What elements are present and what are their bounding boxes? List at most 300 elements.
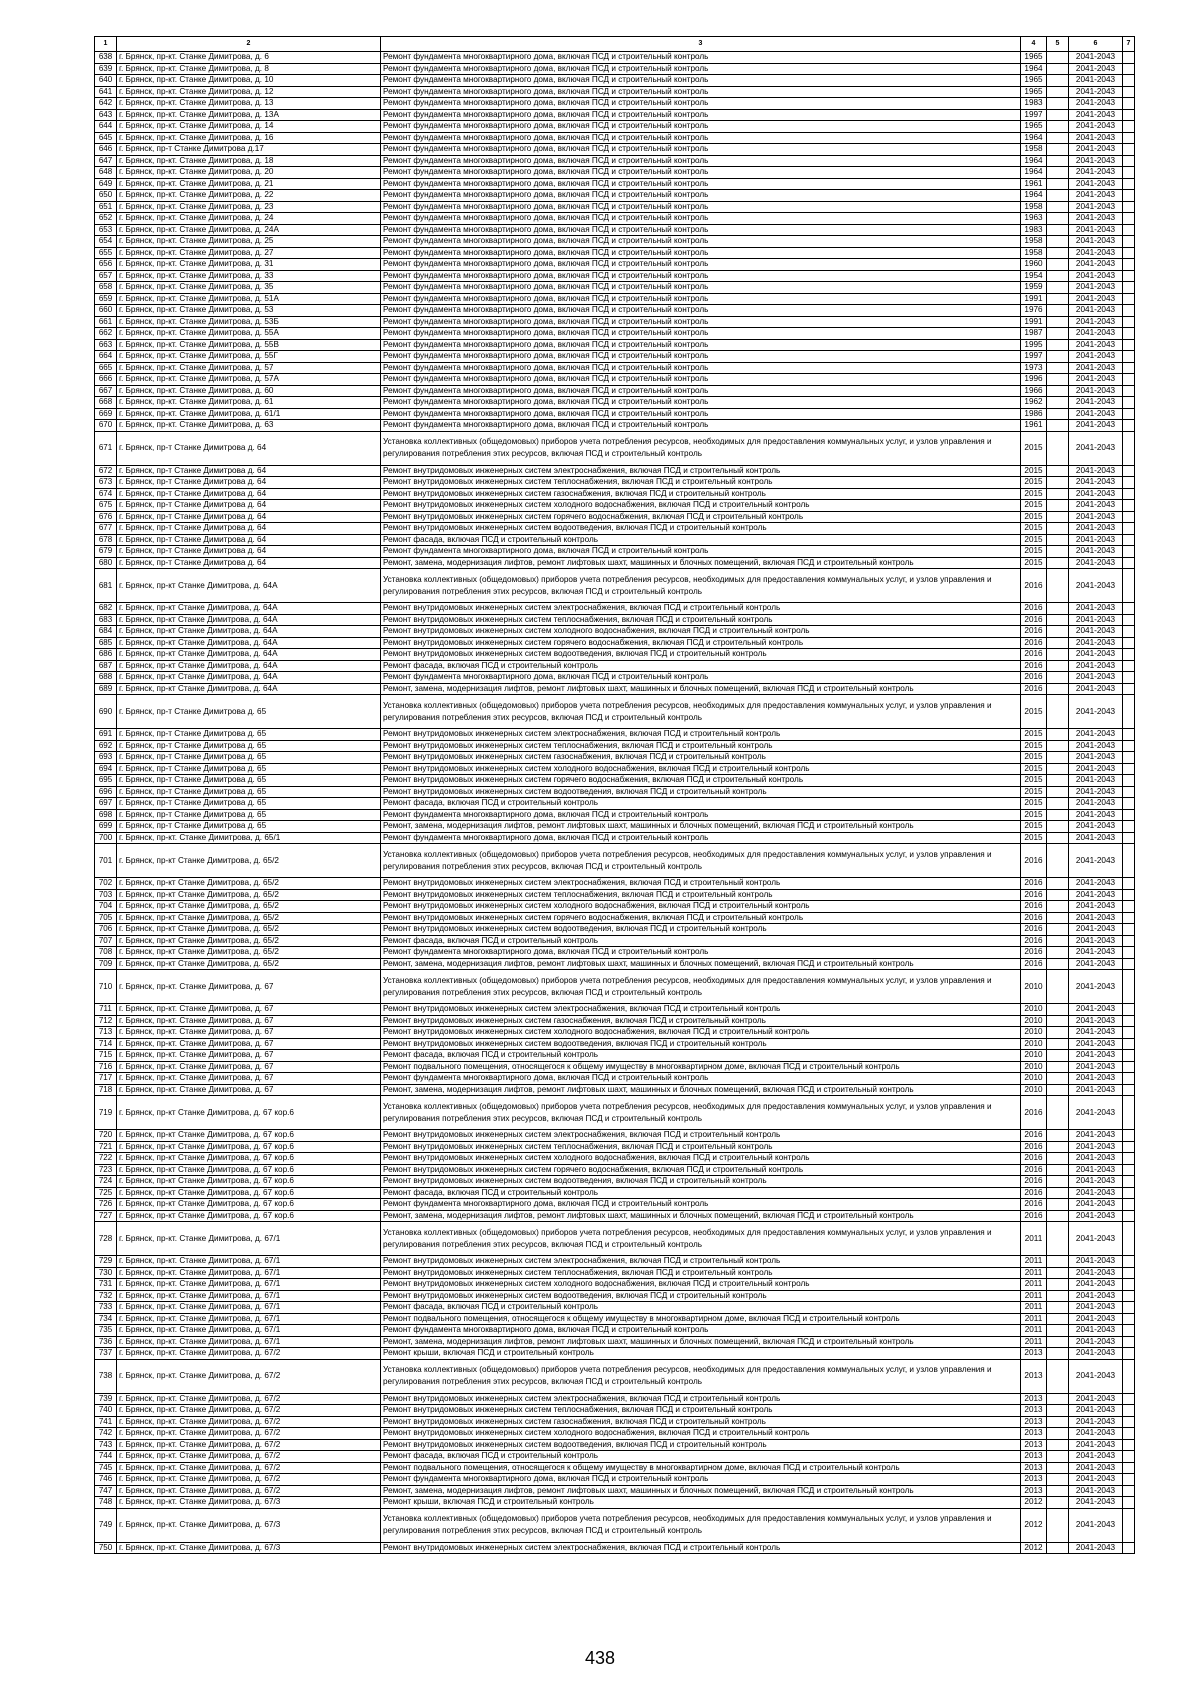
work-type-cell: Ремонт фундамента многоквартирного дома, включая ПСД и строительный контроль — [381, 236, 1021, 248]
address-cell: г. Брянск, пр-кт Станке Димитрова, д. 67 кор.6 — [117, 1176, 381, 1188]
empty-cell — [1123, 52, 1135, 64]
table-row — [95, 328, 1135, 340]
row-number-cell: 683 — [95, 614, 117, 626]
row-number-cell: 700 — [95, 832, 117, 844]
table-row — [95, 1199, 1135, 1211]
table-row — [95, 626, 1135, 638]
year-cell: 2011 — [1021, 1325, 1047, 1337]
table-row — [95, 190, 1135, 202]
row-number-cell: 651 — [95, 201, 117, 213]
table-row — [95, 121, 1135, 133]
row-number-cell: 672 — [95, 465, 117, 477]
row-number-cell: 689 — [95, 683, 117, 695]
address-cell: г. Брянск, пр-кт. Станке Димитрова, д. 67/2 — [117, 1416, 381, 1428]
table-row — [95, 786, 1135, 798]
table-row — [95, 1096, 1135, 1130]
table-row — [95, 1302, 1135, 1314]
table-row — [95, 534, 1135, 546]
empty-cell — [1123, 912, 1135, 924]
row-number-cell: 716 — [95, 1061, 117, 1073]
address-cell: г. Брянск, пр-кт. Станке Димитрова, д. 61 — [117, 397, 381, 409]
work-type-cell: Ремонт, замена, модернизация лифтов, ремонт лифтовых шахт, машинных и блочных помещений, включая ПСД и строительный контроль — [381, 1485, 1021, 1497]
period-cell: 2041-2043 — [1069, 947, 1123, 959]
address-cell: г. Брянск, пр-кт. Станке Димитрова, д. 67/1 — [117, 1256, 381, 1268]
empty-cell — [1123, 1313, 1135, 1325]
address-cell: г. Брянск, пр-кт. Станке Димитрова, д. 67/2 — [117, 1462, 381, 1474]
empty-cell — [1047, 1015, 1069, 1027]
work-type-cell: Ремонт фундамента многоквартирного дома, включая ПСД и строительный контроль — [381, 52, 1021, 64]
row-number-cell: 685 — [95, 637, 117, 649]
table-row — [95, 431, 1135, 465]
period-cell: 2041-2043 — [1069, 534, 1123, 546]
empty-cell — [1047, 201, 1069, 213]
work-type-cell: Ремонт внутридомовых инженерных систем холодного водоснабжения, включая ПСД и строительный контроль — [381, 1279, 1021, 1291]
work-type-cell: Ремонт фундамента многоквартирного дома, включая ПСД и строительный контроль — [381, 316, 1021, 328]
address-cell: г. Брянск, пр-кт. Станке Димитрова, д. 21 — [117, 178, 381, 190]
empty-cell — [1047, 569, 1069, 603]
work-type-cell: Ремонт внутридомовых инженерных систем горячего водоснабжения, включая ПСД и строительный контроль — [381, 1164, 1021, 1176]
empty-cell — [1123, 1061, 1135, 1073]
period-cell: 2041-2043 — [1069, 809, 1123, 821]
work-type-cell: Ремонт внутридомовых инженерных систем холодного водоснабжения, включая ПСД и строительный контроль — [381, 1428, 1021, 1440]
period-cell: 2041-2043 — [1069, 523, 1123, 535]
empty-cell — [1047, 626, 1069, 638]
empty-cell — [1047, 1130, 1069, 1142]
empty-cell — [1123, 1176, 1135, 1188]
period-cell: 2041-2043 — [1069, 603, 1123, 615]
year-cell: 2010 — [1021, 1004, 1047, 1016]
empty-cell — [1047, 397, 1069, 409]
work-type-cell: Ремонт фундамента многоквартирного дома, включая ПСД и строительный контроль — [381, 385, 1021, 397]
empty-cell — [1047, 878, 1069, 890]
year-cell: 1963 — [1021, 213, 1047, 225]
empty-cell — [1123, 1462, 1135, 1474]
year-cell: 1997 — [1021, 351, 1047, 363]
empty-cell — [1123, 236, 1135, 248]
work-type-cell: Ремонт внутридомовых инженерных систем теплоснабжения, включая ПСД и строительный контроль — [381, 477, 1021, 489]
address-cell: г. Брянск, пр-кт. Станке Димитрова, д. 67 — [117, 1015, 381, 1027]
work-type-cell: Ремонт фундамента многоквартирного дома, включая ПСД и строительный контроль — [381, 1325, 1021, 1337]
address-cell: г. Брянск, пр-кт. Станке Димитрова, д. 6 — [117, 52, 381, 64]
empty-cell — [1047, 1267, 1069, 1279]
address-cell: г. Брянск, пр-кт. Станке Димитрова, д. 67/2 — [117, 1393, 381, 1405]
address-cell: г. Брянск, пр-кт. Станке Димитрова, д. 55В — [117, 339, 381, 351]
year-cell: 2015 — [1021, 798, 1047, 810]
year-cell: 2015 — [1021, 500, 1047, 512]
empty-cell — [1047, 1141, 1069, 1153]
year-cell: 1958 — [1021, 236, 1047, 248]
period-cell: 2041-2043 — [1069, 1439, 1123, 1451]
empty-cell — [1123, 775, 1135, 787]
address-cell: г. Брянск, пр-кт. Станке Димитрова, д. 61/1 — [117, 408, 381, 420]
row-number-cell: 656 — [95, 259, 117, 271]
header-cell-2: 2 — [117, 37, 381, 52]
empty-cell — [1123, 374, 1135, 386]
work-type-cell: Ремонт фундамента многоквартирного дома, включая ПСД и строительный контроль — [381, 121, 1021, 133]
period-cell: 2041-2043 — [1069, 75, 1123, 87]
table-row — [95, 1313, 1135, 1325]
period-cell: 2041-2043 — [1069, 1153, 1123, 1165]
address-cell: г. Брянск, пр-кт Станке Димитрова, д. 67 кор.6 — [117, 1187, 381, 1199]
address-cell: г. Брянск, пр-кт. Станке Димитрова, д. 67/3 — [117, 1508, 381, 1542]
year-cell: 2010 — [1021, 1073, 1047, 1085]
period-cell: 2041-2043 — [1069, 740, 1123, 752]
empty-cell — [1123, 1038, 1135, 1050]
table-row — [95, 901, 1135, 913]
table-row — [95, 488, 1135, 500]
period-cell: 2041-2043 — [1069, 729, 1123, 741]
table-row — [95, 1348, 1135, 1360]
period-cell: 2041-2043 — [1069, 408, 1123, 420]
address-cell: г. Брянск, пр-т Станке Димитрова д. 64 — [117, 546, 381, 558]
address-cell: г. Брянск, пр-кт. Станке Димитрова, д. 20 — [117, 167, 381, 179]
period-cell: 2041-2043 — [1069, 557, 1123, 569]
empty-cell — [1123, 1210, 1135, 1222]
work-type-cell: Ремонт внутридомовых инженерных систем газоснабжения, включая ПСД и строительный контроль — [381, 1416, 1021, 1428]
row-number-cell: 676 — [95, 511, 117, 523]
empty-cell — [1047, 305, 1069, 317]
work-type-cell: Ремонт фундамента многоквартирного дома, включая ПСД и строительный контроль — [381, 247, 1021, 259]
period-cell: 2041-2043 — [1069, 901, 1123, 913]
year-cell: 1995 — [1021, 339, 1047, 351]
address-cell: г. Брянск, пр-кт. Станке Димитрова, д. 67 — [117, 1073, 381, 1085]
table-row — [95, 201, 1135, 213]
empty-cell — [1047, 477, 1069, 489]
table-row — [95, 1497, 1135, 1509]
work-type-cell: Ремонт фасада, включая ПСД и строительный контроль — [381, 798, 1021, 810]
table-row — [95, 763, 1135, 775]
table-row — [95, 465, 1135, 477]
empty-cell — [1047, 121, 1069, 133]
year-cell: 2010 — [1021, 1061, 1047, 1073]
work-type-cell: Ремонт внутридомовых инженерных систем электроснабжения, включая ПСД и строительный контроль — [381, 1130, 1021, 1142]
empty-cell — [1123, 190, 1135, 202]
year-cell: 2015 — [1021, 431, 1047, 465]
year-cell: 1973 — [1021, 362, 1047, 374]
work-type-cell: Ремонт внутридомовых инженерных систем водоотведения, включая ПСД и строительный контроль — [381, 1290, 1021, 1302]
work-type-cell: Установка коллективных (общедомовых) приборов учета потребления ресурсов, необходимых для предоставления коммунальных услуг, и узлов управления и регулирования потребления этих ресурсов, включая ПСД и строительный контроль — [381, 1359, 1021, 1393]
row-number-cell: 688 — [95, 672, 117, 684]
year-cell: 1958 — [1021, 247, 1047, 259]
period-cell: 2041-2043 — [1069, 259, 1123, 271]
empty-cell — [1047, 729, 1069, 741]
empty-cell — [1123, 1497, 1135, 1509]
work-type-cell: Ремонт внутридомовых инженерных систем электроснабжения, включая ПСД и строительный контроль — [381, 1393, 1021, 1405]
row-number-cell: 692 — [95, 740, 117, 752]
address-cell: г. Брянск, пр-кт. Станке Димитрова, д. 25 — [117, 236, 381, 248]
table-row — [95, 1187, 1135, 1199]
year-cell: 2016 — [1021, 569, 1047, 603]
work-type-cell: Ремонт внутридомовых инженерных систем электроснабжения, включая ПСД и строительный контроль — [381, 1542, 1021, 1554]
empty-cell — [1123, 511, 1135, 523]
empty-cell — [1047, 752, 1069, 764]
period-cell: 2041-2043 — [1069, 488, 1123, 500]
row-number-cell: 667 — [95, 385, 117, 397]
row-number-cell: 703 — [95, 889, 117, 901]
work-type-cell: Установка коллективных (общедомовых) приборов учета потребления ресурсов, необходимых для предоставления коммунальных услуг, и узлов управления и регулирования потребления этих ресурсов, включая ПСД и строительный контроль — [381, 431, 1021, 465]
period-cell: 2041-2043 — [1069, 1290, 1123, 1302]
year-cell: 2015 — [1021, 488, 1047, 500]
empty-cell — [1123, 385, 1135, 397]
table-row — [95, 1141, 1135, 1153]
row-number-cell: 708 — [95, 947, 117, 959]
year-cell: 2016 — [1021, 683, 1047, 695]
year-cell: 1987 — [1021, 328, 1047, 340]
period-cell: 2041-2043 — [1069, 362, 1123, 374]
period-cell: 2041-2043 — [1069, 224, 1123, 236]
empty-cell — [1123, 488, 1135, 500]
address-cell: г. Брянск, пр-кт. Станке Димитрова, д. 57 — [117, 362, 381, 374]
work-type-cell: Ремонт внутридомовых инженерных систем водоотведения, включая ПСД и строительный контроль — [381, 1176, 1021, 1188]
document-sheet — [94, 36, 1134, 1554]
empty-cell — [1047, 1256, 1069, 1268]
period-cell: 2041-2043 — [1069, 52, 1123, 64]
table-row — [95, 155, 1135, 167]
year-cell: 2016 — [1021, 603, 1047, 615]
table-row — [95, 569, 1135, 603]
address-cell: г. Брянск, пр-кт Станке Димитрова, д. 67 кор.6 — [117, 1141, 381, 1153]
empty-cell — [1123, 477, 1135, 489]
empty-cell — [1047, 488, 1069, 500]
empty-cell — [1123, 1141, 1135, 1153]
address-cell: г. Брянск, пр-т Станке Димитрова д. 64 — [117, 500, 381, 512]
row-number-cell: 682 — [95, 603, 117, 615]
address-cell: г. Брянск, пр-кт Станке Димитрова, д. 67 кор.6 — [117, 1096, 381, 1130]
table-row — [95, 144, 1135, 156]
period-cell: 2041-2043 — [1069, 1508, 1123, 1542]
empty-cell — [1047, 98, 1069, 110]
table-row — [95, 557, 1135, 569]
table-row — [95, 374, 1135, 386]
year-cell: 2011 — [1021, 1313, 1047, 1325]
period-cell: 2041-2043 — [1069, 1267, 1123, 1279]
work-type-cell: Ремонт внутридомовых инженерных систем электроснабжения, включая ПСД и строительный контроль — [381, 465, 1021, 477]
work-type-cell: Ремонт фундамента многоквартирного дома, включая ПСД и строительный контроль — [381, 293, 1021, 305]
row-number-cell: 740 — [95, 1405, 117, 1417]
address-cell: г. Брянск, пр-т Станке Димитрова д. 65 — [117, 752, 381, 764]
empty-cell — [1047, 1348, 1069, 1360]
work-type-cell: Ремонт фундамента многоквартирного дома, включая ПСД и строительный контроль — [381, 63, 1021, 75]
row-number-cell: 677 — [95, 523, 117, 535]
table-row — [95, 1015, 1135, 1027]
table-row — [95, 270, 1135, 282]
empty-cell — [1047, 1279, 1069, 1291]
empty-cell — [1123, 397, 1135, 409]
address-cell: г. Брянск, пр-т Станке Димитрова д. 65 — [117, 809, 381, 821]
table-row — [95, 1451, 1135, 1463]
address-cell: г. Брянск, пр-кт. Станке Димитрова, д. 67/2 — [117, 1359, 381, 1393]
empty-cell — [1123, 339, 1135, 351]
row-number-cell: 729 — [95, 1256, 117, 1268]
empty-cell — [1047, 259, 1069, 271]
work-type-cell: Ремонт фундамента многоквартирного дома, включая ПСД и строительный контроль — [381, 155, 1021, 167]
address-cell: г. Брянск, пр-т Станке Димитрова д. 64 — [117, 511, 381, 523]
empty-cell — [1047, 431, 1069, 465]
work-type-cell: Ремонт внутридомовых инженерных систем горячего водоснабжения, включая ПСД и строительный контроль — [381, 637, 1021, 649]
row-number-cell: 649 — [95, 178, 117, 190]
year-cell: 2013 — [1021, 1416, 1047, 1428]
year-cell: 2016 — [1021, 1210, 1047, 1222]
year-cell: 2015 — [1021, 740, 1047, 752]
period-cell: 2041-2043 — [1069, 98, 1123, 110]
address-cell: г. Брянск, пр-кт. Станке Димитрова, д. 13А — [117, 109, 381, 121]
row-number-cell: 718 — [95, 1084, 117, 1096]
period-cell: 2041-2043 — [1069, 167, 1123, 179]
work-type-cell: Ремонт фасада, включая ПСД и строительный контроль — [381, 534, 1021, 546]
address-cell: г. Брянск, пр-кт. Станке Димитрова, д. 23 — [117, 201, 381, 213]
year-cell: 2016 — [1021, 637, 1047, 649]
year-cell: 2016 — [1021, 844, 1047, 878]
work-type-cell: Установка коллективных (общедомовых) приборов учета потребления ресурсов, необходимых для предоставления коммунальных услуг, и узлов управления и регулирования потребления этих ресурсов, включая ПСД и строительный контроль — [381, 970, 1021, 1004]
table-row — [95, 924, 1135, 936]
row-number-cell: 723 — [95, 1164, 117, 1176]
period-cell: 2041-2043 — [1069, 477, 1123, 489]
table-row — [95, 1393, 1135, 1405]
row-number-cell: 668 — [95, 397, 117, 409]
period-cell: 2041-2043 — [1069, 339, 1123, 351]
address-cell: г. Брянск, пр-кт. Станке Димитрова, д. 53 — [117, 305, 381, 317]
row-number-cell: 697 — [95, 798, 117, 810]
work-type-cell: Ремонт внутридомовых инженерных систем электроснабжения, включая ПСД и строительный контроль — [381, 1256, 1021, 1268]
address-cell: г. Брянск, пр-кт. Станке Димитрова, д. 67/1 — [117, 1313, 381, 1325]
work-type-cell: Ремонт внутридомовых инженерных систем водоотведения, включая ПСД и строительный контроль — [381, 924, 1021, 936]
address-cell: г. Брянск, пр-кт. Станке Димитрова, д. 67 — [117, 1061, 381, 1073]
year-cell: 2015 — [1021, 786, 1047, 798]
empty-cell — [1047, 178, 1069, 190]
table-row — [95, 178, 1135, 190]
table-row — [95, 1359, 1135, 1393]
year-cell: 1996 — [1021, 374, 1047, 386]
empty-cell — [1123, 901, 1135, 913]
work-type-cell: Ремонт, замена, модернизация лифтов, ремонт лифтовых шахт, машинных и блочных помещений, включая ПСД и строительный контроль — [381, 1210, 1021, 1222]
year-cell: 1983 — [1021, 98, 1047, 110]
period-cell: 2041-2043 — [1069, 546, 1123, 558]
empty-cell — [1047, 270, 1069, 282]
row-number-cell: 720 — [95, 1130, 117, 1142]
row-number-cell: 640 — [95, 75, 117, 87]
table-row — [95, 397, 1135, 409]
year-cell: 2015 — [1021, 763, 1047, 775]
empty-cell — [1123, 1050, 1135, 1062]
address-cell: г. Брянск, пр-кт. Станке Димитрова, д. 55Г — [117, 351, 381, 363]
address-cell: г. Брянск, пр-кт. Станке Димитрова, д. 51А — [117, 293, 381, 305]
address-cell: г. Брянск, пр-т Станке Димитрова д. 65 — [117, 786, 381, 798]
period-cell: 2041-2043 — [1069, 1279, 1123, 1291]
year-cell: 2011 — [1021, 1279, 1047, 1291]
address-cell: г. Брянск, пр-кт. Станке Димитрова, д. 27 — [117, 247, 381, 259]
year-cell: 2015 — [1021, 809, 1047, 821]
year-cell: 1964 — [1021, 132, 1047, 144]
row-number-cell: 713 — [95, 1027, 117, 1039]
empty-cell — [1047, 351, 1069, 363]
year-cell: 2010 — [1021, 1015, 1047, 1027]
work-type-cell: Ремонт, замена, модернизация лифтов, ремонт лифтовых шахт, машинных и блочных помещений, включая ПСД и строительный контроль — [381, 683, 1021, 695]
year-cell: 2016 — [1021, 1141, 1047, 1153]
row-number-cell: 660 — [95, 305, 117, 317]
empty-cell — [1047, 1451, 1069, 1463]
row-number-cell: 684 — [95, 626, 117, 638]
period-cell: 2041-2043 — [1069, 1073, 1123, 1085]
period-cell: 2041-2043 — [1069, 1359, 1123, 1393]
period-cell: 2041-2043 — [1069, 305, 1123, 317]
work-type-cell: Ремонт фундамента многоквартирного дома, включая ПСД и строительный контроль — [381, 339, 1021, 351]
table-row — [95, 1038, 1135, 1050]
work-type-cell: Ремонт внутридомовых инженерных систем электроснабжения, включая ПСД и строительный контроль — [381, 729, 1021, 741]
table-row — [95, 1061, 1135, 1073]
row-number-cell: 742 — [95, 1428, 117, 1440]
address-cell: г. Брянск, пр-кт. Станке Димитрова, д. 67/2 — [117, 1451, 381, 1463]
period-cell: 2041-2043 — [1069, 1141, 1123, 1153]
empty-cell — [1047, 132, 1069, 144]
table-row — [95, 935, 1135, 947]
year-cell: 2016 — [1021, 672, 1047, 684]
work-type-cell: Ремонт фундамента многоквартирного дома, включая ПСД и строительный контроль — [381, 832, 1021, 844]
address-cell: г. Брянск, пр-т Станке Димитрова д. 65 — [117, 729, 381, 741]
empty-cell — [1047, 1084, 1069, 1096]
table-row — [95, 1004, 1135, 1016]
row-number-cell: 722 — [95, 1153, 117, 1165]
empty-cell — [1047, 155, 1069, 167]
empty-cell — [1047, 1325, 1069, 1337]
address-cell: г. Брянск, пр-кт Станке Димитрова, д. 64А — [117, 569, 381, 603]
empty-cell — [1047, 316, 1069, 328]
header-row — [95, 37, 1135, 52]
work-type-cell: Ремонт фундамента многоквартирного дома, включая ПСД и строительный контроль — [381, 178, 1021, 190]
work-type-cell: Ремонт крыши, включая ПСД и строительный контроль — [381, 1348, 1021, 1360]
table-row — [95, 1462, 1135, 1474]
work-type-cell: Ремонт внутридомовых инженерных систем теплоснабжения, включая ПСД и строительный контроль — [381, 889, 1021, 901]
address-cell: г. Брянск, пр-т Станке Димитрова д. 64 — [117, 488, 381, 500]
table-row — [95, 316, 1135, 328]
work-type-cell: Ремонт фундамента многоквартирного дома, включая ПСД и строительный контроль — [381, 397, 1021, 409]
year-cell: 1962 — [1021, 397, 1047, 409]
address-cell: г. Брянск, пр-кт. Станке Димитрова, д. 67 — [117, 970, 381, 1004]
row-number-cell: 652 — [95, 213, 117, 225]
row-number-cell: 746 — [95, 1474, 117, 1486]
empty-cell — [1123, 924, 1135, 936]
work-type-cell: Ремонт внутридомовых инженерных систем холодного водоснабжения, включая ПСД и строительный контроль — [381, 1027, 1021, 1039]
work-type-cell: Установка коллективных (общедомовых) приборов учета потребления ресурсов, необходимых для предоставления коммунальных услуг, и узлов управления и регулирования потребления этих ресурсов, включая ПСД и строительный контроль — [381, 844, 1021, 878]
year-cell: 2013 — [1021, 1474, 1047, 1486]
work-type-cell: Ремонт подвального помещения, относящегося к общему имуществу в многоквартирном доме, включая ПСД и строительный контроль — [381, 1462, 1021, 1474]
empty-cell — [1047, 465, 1069, 477]
address-cell: г. Брянск, пр-кт Станке Димитрова, д. 65/2 — [117, 844, 381, 878]
row-number-cell: 714 — [95, 1038, 117, 1050]
empty-cell — [1047, 511, 1069, 523]
period-cell: 2041-2043 — [1069, 293, 1123, 305]
work-type-cell: Ремонт фундамента многоквартирного дома, включая ПСД и строительный контроль — [381, 213, 1021, 225]
year-cell: 2016 — [1021, 947, 1047, 959]
period-cell: 2041-2043 — [1069, 1096, 1123, 1130]
year-cell: 1959 — [1021, 282, 1047, 294]
empty-cell — [1123, 1508, 1135, 1542]
year-cell: 2015 — [1021, 523, 1047, 535]
address-cell: г. Брянск, пр-т Станке Димитрова д. 65 — [117, 740, 381, 752]
empty-cell — [1123, 660, 1135, 672]
work-type-cell: Ремонт подвального помещения, относящегося к общему имуществу в многоквартирном доме, включая ПСД и строительный контроль — [381, 1061, 1021, 1073]
period-cell: 2041-2043 — [1069, 1061, 1123, 1073]
empty-cell — [1123, 1096, 1135, 1130]
work-type-cell: Ремонт фундамента многоквартирного дома, включая ПСД и строительный контроль — [381, 809, 1021, 821]
empty-cell — [1123, 270, 1135, 282]
empty-cell — [1047, 603, 1069, 615]
empty-cell — [1047, 1405, 1069, 1417]
empty-cell — [1123, 763, 1135, 775]
address-cell: г. Брянск, пр-кт. Станке Димитрова, д. 55А — [117, 328, 381, 340]
address-cell: г. Брянск, пр-кт Станке Димитрова, д. 65/2 — [117, 924, 381, 936]
address-cell: г. Брянск, пр-кт Станке Димитрова, д. 64А — [117, 660, 381, 672]
address-cell: г. Брянск, пр-кт. Станке Димитрова, д. 67 — [117, 1004, 381, 1016]
